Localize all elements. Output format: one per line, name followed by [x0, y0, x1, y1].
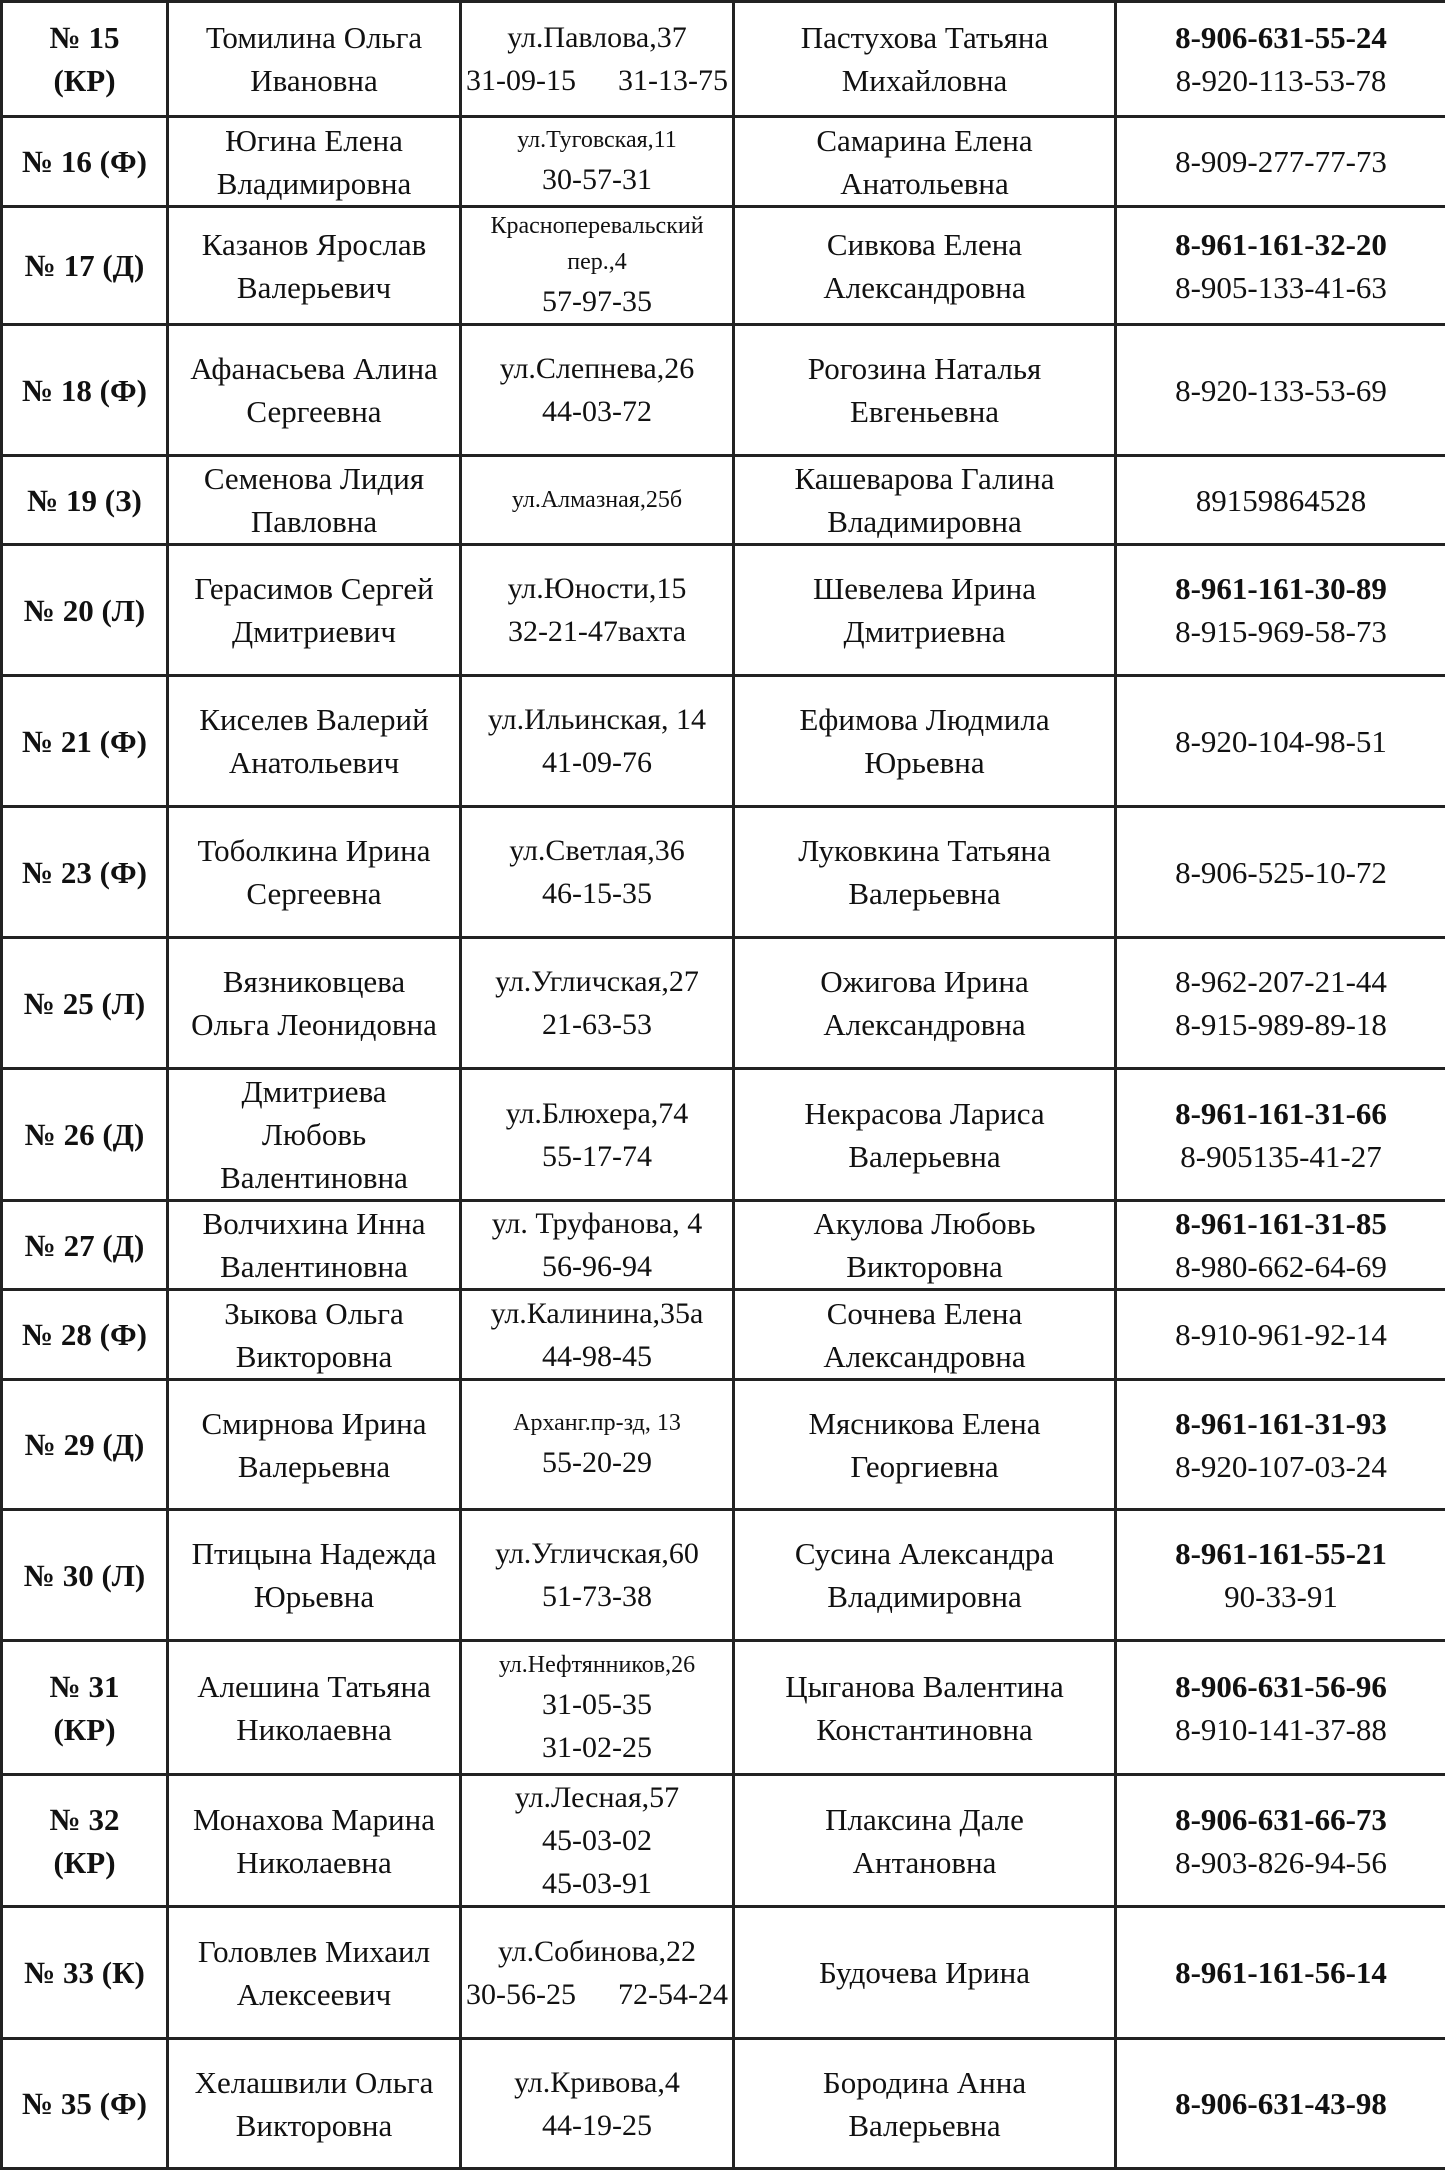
contact-person-cell	[734, 1641, 1116, 1775]
cell-line: № 23 (Ф)	[5, 851, 164, 894]
address-cell	[461, 1069, 734, 1201]
cell-line: Валерьевна	[171, 1445, 457, 1488]
cell-line: Дмитриева	[171, 1070, 457, 1113]
cell-line: Дмитриевич	[171, 610, 457, 653]
contact-person-cell	[734, 1201, 1116, 1290]
school-number-cell	[2, 207, 168, 325]
cell-line: Николаевна	[171, 1708, 457, 1751]
cell-line: 41-09-76	[464, 741, 730, 784]
table-row	[2, 117, 1445, 207]
contact-person-cell	[734, 807, 1116, 938]
cell-line: № 27 (Д)	[5, 1224, 164, 1267]
school-number-cell	[2, 1775, 168, 1907]
director-cell	[168, 807, 461, 938]
address-cell	[461, 1201, 734, 1290]
mobile-phone-cell	[1116, 1907, 1445, 2039]
cell-line: ул.Юности,15	[464, 567, 730, 610]
cell-line: Арханг.пр-зд, 13	[464, 1405, 730, 1441]
director-cell	[168, 1380, 461, 1510]
cell-line: № 19 (З)	[5, 479, 164, 522]
cell-line: Кашеварова Галина	[737, 457, 1112, 500]
cell-line: 89159864528	[1119, 479, 1443, 522]
mobile-phone-cell	[1116, 325, 1445, 456]
cell-line: 8-920-104-98-51	[1119, 720, 1443, 763]
address-cell	[461, 1380, 734, 1510]
director-cell	[168, 1641, 461, 1775]
cell-line: Дмитриевна	[737, 610, 1112, 653]
contact-person-cell	[734, 1510, 1116, 1641]
director-cell	[168, 117, 461, 207]
school-number-cell	[2, 545, 168, 676]
mobile-phone-cell	[1116, 207, 1445, 325]
table-row	[2, 1907, 1445, 2039]
cell-line: Ефимова Людмила	[737, 698, 1112, 741]
contact-person-cell	[734, 1290, 1116, 1380]
cell-line: Смирнова Ирина	[171, 1402, 457, 1445]
address-cell	[461, 117, 734, 207]
director-cell	[168, 456, 461, 545]
mobile-phone-cell	[1116, 1641, 1445, 1775]
cell-line: 44-03-72	[464, 390, 730, 433]
address-cell	[461, 938, 734, 1069]
cell-line: Ивановна	[171, 59, 457, 102]
cell-line: Викторовна	[171, 2104, 457, 2147]
table-row	[2, 2, 1445, 117]
cell-line: 8-980-662-64-69	[1119, 1245, 1443, 1288]
cell-line: Валерьевна	[737, 872, 1112, 915]
school-number-cell	[2, 1510, 168, 1641]
director-cell	[168, 1201, 461, 1290]
mobile-phone-cell	[1116, 1290, 1445, 1380]
cell-line: 21-63-53	[464, 1003, 730, 1046]
cell-line: Михайловна	[737, 59, 1112, 102]
cell-line: 8-961-161-55-21	[1119, 1532, 1443, 1575]
cell-line: Хелашвили Ольга	[171, 2061, 457, 2104]
cell-line: 30-57-31	[464, 158, 730, 201]
contact-person-cell	[734, 545, 1116, 676]
address-cell	[461, 545, 734, 676]
cell-line: Красноперевальский пер.,4	[464, 208, 730, 280]
cell-line: Антановна	[737, 1841, 1112, 1884]
cell-line: Валентиновна	[171, 1156, 457, 1199]
table-row	[2, 1775, 1445, 1907]
phone-number: 31-09-15	[466, 59, 576, 102]
address-cell	[461, 807, 734, 938]
school-number-cell	[2, 325, 168, 456]
cell-line: ул.Кривова,4	[464, 2061, 730, 2104]
cell-line: 8-915-989-89-18	[1119, 1003, 1443, 1046]
cell-line: 8-905135-41-27	[1119, 1135, 1443, 1178]
cell-line: Юрьевна	[737, 741, 1112, 784]
address-cell	[461, 1775, 734, 1907]
cell-line: ул.Угличская,27	[464, 960, 730, 1003]
cell-line: Сочнева Елена	[737, 1292, 1112, 1335]
table-row	[2, 2039, 1445, 2169]
address-cell	[461, 1641, 734, 1775]
phone-pair	[464, 59, 730, 102]
table-row	[2, 807, 1445, 938]
cell-line: Владимировна	[171, 162, 457, 205]
director-cell	[168, 1290, 461, 1380]
mobile-phone-cell	[1116, 117, 1445, 207]
cell-line: 31-02-25	[464, 1726, 730, 1769]
mobile-phone-cell	[1116, 1201, 1445, 1290]
cell-line: 51-73-38	[464, 1575, 730, 1618]
school-number-cell	[2, 938, 168, 1069]
director-cell	[168, 2039, 461, 2169]
cell-line: 8-962-207-21-44	[1119, 960, 1443, 1003]
address-cell	[461, 1510, 734, 1641]
cell-line: ул.Лесная,57	[464, 1776, 730, 1819]
cell-line: Волчихина Инна	[171, 1202, 457, 1245]
cell-line: 8-961-161-32-20	[1119, 223, 1443, 266]
cell-line: Александровна	[737, 1335, 1112, 1378]
cell-line: ул.Павлова,37	[464, 16, 730, 59]
mobile-phone-cell	[1116, 1069, 1445, 1201]
cell-line: Будочева Ирина	[737, 1951, 1112, 1994]
director-cell	[168, 545, 461, 676]
cell-line: 8-906-631-56-96	[1119, 1665, 1443, 1708]
cell-line: Вязниковцева	[171, 960, 457, 1003]
cell-line: 55-20-29	[464, 1441, 730, 1484]
school-number-cell	[2, 1069, 168, 1201]
director-cell	[168, 325, 461, 456]
cell-line: 8-906-631-66-73	[1119, 1798, 1443, 1841]
cell-line: 8-961-161-30-89	[1119, 567, 1443, 610]
school-number-cell	[2, 456, 168, 545]
cell-line: 8-903-826-94-56	[1119, 1841, 1443, 1884]
contact-person-cell	[734, 1380, 1116, 1510]
contact-person-cell	[734, 117, 1116, 207]
cell-line: № 15	[5, 16, 164, 59]
cell-line: Евгеньевна	[737, 390, 1112, 433]
cell-line: Сивкова Елена	[737, 223, 1112, 266]
mobile-phone-cell	[1116, 545, 1445, 676]
cell-line: 44-98-45	[464, 1335, 730, 1378]
cell-line: 44-19-25	[464, 2104, 730, 2147]
table-row	[2, 207, 1445, 325]
cell-line: 8-906-631-43-98	[1119, 2082, 1443, 2125]
cell-line: 8-905-133-41-63	[1119, 266, 1443, 309]
cell-line: ул.Собинова,22	[464, 1930, 730, 1973]
table-row	[2, 1380, 1445, 1510]
table-row	[2, 1290, 1445, 1380]
cell-line: Афанасьева Алина	[171, 347, 457, 390]
table-row	[2, 325, 1445, 456]
cell-line: Рогозина Наталья	[737, 347, 1112, 390]
cell-line: ул.Туговская,11	[464, 122, 730, 158]
school-number-cell	[2, 807, 168, 938]
director-cell	[168, 938, 461, 1069]
cell-line: Сергеевна	[171, 390, 457, 433]
table-row	[2, 1201, 1445, 1290]
cell-line: ул.Светлая,36	[464, 829, 730, 872]
cell-line: № 28 (Ф)	[5, 1313, 164, 1356]
school-number-cell	[2, 1290, 168, 1380]
cell-line: № 29 (Д)	[5, 1423, 164, 1466]
cell-line: Любовь	[171, 1113, 457, 1156]
cell-line: Казанов Ярослав	[171, 223, 457, 266]
school-number-cell	[2, 1907, 168, 2039]
table-row	[2, 545, 1445, 676]
table-row	[2, 1510, 1445, 1641]
mobile-phone-cell	[1116, 2039, 1445, 2169]
cell-line: (КР)	[5, 1708, 164, 1751]
contact-person-cell	[734, 938, 1116, 1069]
cell-line: Павловна	[171, 500, 457, 543]
school-number-cell	[2, 117, 168, 207]
cell-line: Александровна	[737, 1003, 1112, 1046]
school-number-cell	[2, 2, 168, 117]
cell-line: 56-96-94	[464, 1245, 730, 1288]
table-row	[2, 676, 1445, 807]
contact-person-cell	[734, 456, 1116, 545]
cell-line: № 18 (Ф)	[5, 369, 164, 412]
cell-line: № 17 (Д)	[5, 244, 164, 287]
mobile-phone-cell	[1116, 456, 1445, 545]
cell-line: ул.Блюхера,74	[464, 1092, 730, 1135]
cell-line: Некрасова Лариса	[737, 1092, 1112, 1135]
cell-line: Птицына Надежда	[171, 1532, 457, 1575]
cell-line: 8-961-161-31-93	[1119, 1402, 1443, 1445]
cell-line: № 16 (Ф)	[5, 140, 164, 183]
cell-line: № 21 (Ф)	[5, 720, 164, 763]
contact-person-cell	[734, 1907, 1116, 2039]
school-number-cell	[2, 1201, 168, 1290]
cell-line: Шевелева Ирина	[737, 567, 1112, 610]
cell-line: Анатольевич	[171, 741, 457, 784]
cell-line: Александровна	[737, 266, 1112, 309]
phone-number: 30-56-25	[466, 1973, 576, 2016]
director-cell	[168, 207, 461, 325]
cell-line: № 20 (Л)	[5, 589, 164, 632]
cell-line: Зыкова Ольга	[171, 1292, 457, 1335]
mobile-phone-cell	[1116, 2, 1445, 117]
cell-line: Валерьевна	[737, 1135, 1112, 1178]
cell-line: 8-910-141-37-88	[1119, 1708, 1443, 1751]
cell-line: ул.Калинина,35а	[464, 1292, 730, 1335]
address-cell	[461, 207, 734, 325]
cell-line: № 33 (К)	[5, 1951, 164, 1994]
cell-line: 8-909-277-77-73	[1119, 140, 1443, 183]
mobile-phone-cell	[1116, 1510, 1445, 1641]
cell-line: Валерьевна	[737, 2104, 1112, 2147]
director-cell	[168, 1510, 461, 1641]
cell-line: Пастухова Татьяна	[737, 16, 1112, 59]
cell-line: Владимировна	[737, 500, 1112, 543]
cell-line: Акулова Любовь	[737, 1202, 1112, 1245]
cell-line: Алешина Татьяна	[171, 1665, 457, 1708]
cell-line: Сусина Александра	[737, 1532, 1112, 1575]
director-cell	[168, 1775, 461, 1907]
cell-line: № 25 (Л)	[5, 982, 164, 1025]
address-cell	[461, 2, 734, 117]
cell-line: Киселев Валерий	[171, 698, 457, 741]
school-number-cell	[2, 676, 168, 807]
cell-line: № 32	[5, 1798, 164, 1841]
cell-line: Головлев Михаил	[171, 1930, 457, 1973]
school-number-cell	[2, 2039, 168, 2169]
table-row	[2, 938, 1445, 1069]
cell-line: 32-21-47вахта	[464, 610, 730, 653]
cell-line: 45-03-91	[464, 1862, 730, 1905]
director-cell	[168, 676, 461, 807]
cell-line: № 26 (Д)	[5, 1113, 164, 1156]
address-cell	[461, 676, 734, 807]
cell-line: ул.Нефтянников,26	[464, 1647, 730, 1683]
cell-line: Цыганова Валентина	[737, 1665, 1112, 1708]
cell-line: 8-915-969-58-73	[1119, 610, 1443, 653]
cell-line: Томилина Ольга	[171, 16, 457, 59]
cell-line: 8-961-161-31-85	[1119, 1202, 1443, 1245]
cell-line: 8-961-161-56-14	[1119, 1951, 1443, 1994]
contact-person-cell	[734, 1069, 1116, 1201]
cell-line: № 31	[5, 1665, 164, 1708]
cell-line: 8-920-113-53-78	[1119, 59, 1443, 102]
table-row	[2, 1641, 1445, 1775]
cell-line: Луковкина Татьяна	[737, 829, 1112, 872]
address-cell	[461, 1907, 734, 2039]
cell-line: Константиновна	[737, 1708, 1112, 1751]
address-cell	[461, 325, 734, 456]
cell-line: 31-05-35	[464, 1683, 730, 1726]
cell-line: Плаксина Дале	[737, 1798, 1112, 1841]
contact-person-cell	[734, 207, 1116, 325]
cell-line: Югина Елена	[171, 119, 457, 162]
cell-line: Мясникова Елена	[737, 1402, 1112, 1445]
cell-line: ул.Ильинская, 14	[464, 698, 730, 741]
cell-line: Семенова Лидия	[171, 457, 457, 500]
cell-line: ул.Угличская,60	[464, 1532, 730, 1575]
cell-line: 90-33-91	[1119, 1575, 1443, 1618]
cell-line: Анатольевна	[737, 162, 1112, 205]
cell-line: 57-97-35	[464, 280, 730, 323]
cell-line: Ожигова Ирина	[737, 960, 1112, 1003]
director-cell	[168, 2, 461, 117]
cell-line: 8-906-631-55-24	[1119, 16, 1443, 59]
cell-line: 8-910-961-92-14	[1119, 1313, 1443, 1356]
cell-line: Викторовна	[737, 1245, 1112, 1288]
address-cell	[461, 1290, 734, 1380]
contact-person-cell	[734, 676, 1116, 807]
cell-line: 8-906-525-10-72	[1119, 851, 1443, 894]
contact-person-cell	[734, 325, 1116, 456]
address-cell	[461, 2039, 734, 2169]
phone-number: 31-13-75	[618, 59, 728, 102]
cell-line: Владимировна	[737, 1575, 1112, 1618]
contact-person-cell	[734, 2, 1116, 117]
cell-line: Ольга Леонидовна	[171, 1003, 457, 1046]
cell-line: № 30 (Л)	[5, 1554, 164, 1597]
cell-line: Алексеевич	[171, 1973, 457, 2016]
school-number-cell	[2, 1380, 168, 1510]
contact-person-cell	[734, 2039, 1116, 2169]
cell-line: Валерьевич	[171, 266, 457, 309]
cell-line: Сергеевна	[171, 872, 457, 915]
cell-line: (КР)	[5, 1841, 164, 1884]
cell-line: ул. Труфанова, 4	[464, 1202, 730, 1245]
cell-line: Самарина Елена	[737, 119, 1112, 162]
cell-line: Бородина Анна	[737, 2061, 1112, 2104]
cell-line: 45-03-02	[464, 1819, 730, 1862]
cell-line: Тоболкина Ирина	[171, 829, 457, 872]
cell-line: Георгиевна	[737, 1445, 1112, 1488]
cell-line: 46-15-35	[464, 872, 730, 915]
cell-line: 8-920-133-53-69	[1119, 369, 1443, 412]
director-cell	[168, 1907, 461, 2039]
cell-line: Монахова Марина	[171, 1798, 457, 1841]
cell-line: 55-17-74	[464, 1135, 730, 1178]
mobile-phone-cell	[1116, 1380, 1445, 1510]
mobile-phone-cell	[1116, 807, 1445, 938]
table-row	[2, 456, 1445, 545]
table-body	[2, 2, 1445, 2169]
mobile-phone-cell	[1116, 676, 1445, 807]
mobile-phone-cell	[1116, 1775, 1445, 1907]
cell-line: (КР)	[5, 59, 164, 102]
table-row	[2, 1069, 1445, 1201]
cell-line: Герасимов Сергей	[171, 567, 457, 610]
cell-line: № 35 (Ф)	[5, 2082, 164, 2125]
phone-number: 72-54-24	[618, 1973, 728, 2016]
mobile-phone-cell	[1116, 938, 1445, 1069]
cell-line: ул.Алмазная,25б	[464, 482, 730, 518]
director-cell	[168, 1069, 461, 1201]
contact-person-cell	[734, 1775, 1116, 1907]
cell-line: Викторовна	[171, 1335, 457, 1378]
cell-line: Валентиновна	[171, 1245, 457, 1288]
cell-line: ул.Слепнева,26	[464, 347, 730, 390]
school-number-cell	[2, 1641, 168, 1775]
cell-line: Юрьевна	[171, 1575, 457, 1618]
address-cell	[461, 456, 734, 545]
cell-line: 8-920-107-03-24	[1119, 1445, 1443, 1488]
cell-line: Николаевна	[171, 1841, 457, 1884]
phone-pair	[464, 1973, 730, 2016]
cell-line: 8-961-161-31-66	[1119, 1092, 1443, 1135]
